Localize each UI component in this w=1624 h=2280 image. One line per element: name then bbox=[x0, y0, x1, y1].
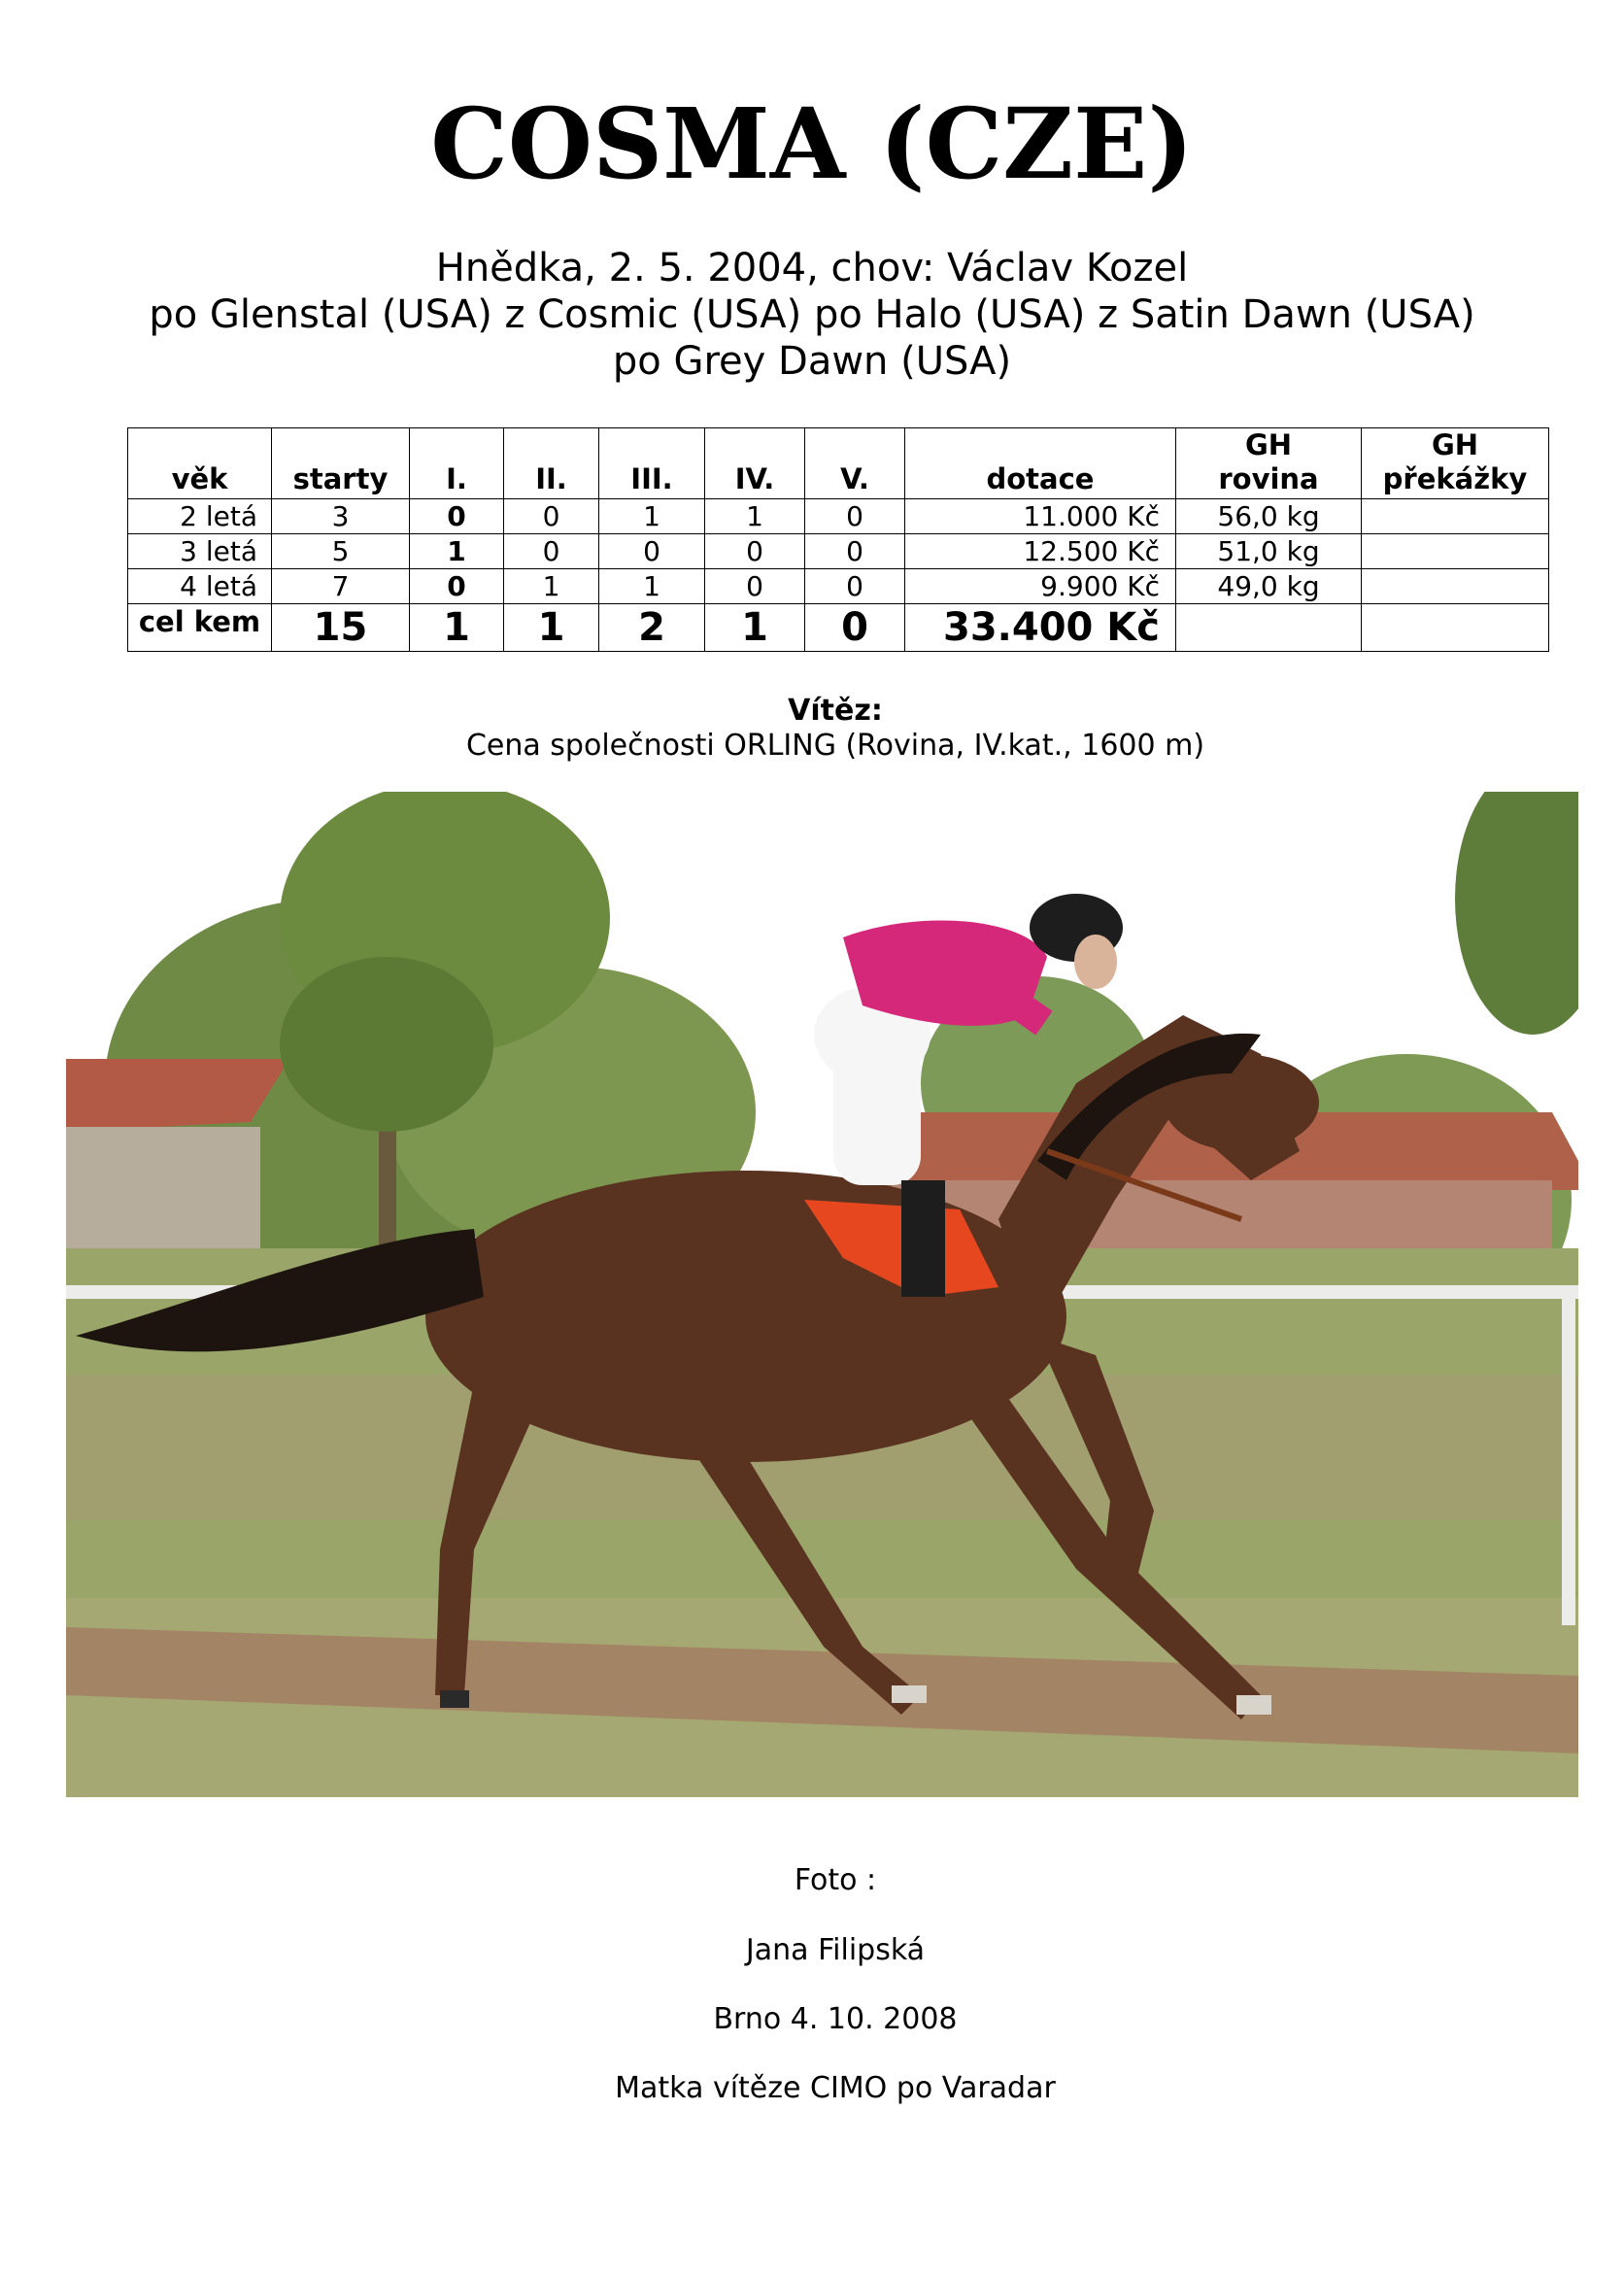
table-row bbox=[128, 569, 1549, 604]
header-age: věk bbox=[128, 428, 272, 499]
photo-place-date: Brno 4. 10. 2008 bbox=[713, 2002, 958, 2036]
cell-third: 0 bbox=[599, 534, 705, 569]
table-row bbox=[128, 534, 1549, 569]
header-fifth: V. bbox=[805, 428, 905, 499]
cell-fourth: 0 bbox=[705, 569, 805, 604]
table-row bbox=[128, 499, 1549, 534]
winner-race: Cena společnosti ORLING (Rovina, IV.kat., 1600 m) bbox=[465, 729, 1205, 763]
pedigree-line-1: po Glenstal (USA) z Cosmic (USA) po Halo (USA) z Satin Dawn (USA) bbox=[149, 292, 1475, 337]
table-total-row bbox=[128, 604, 1549, 652]
dam-note: Matka vítěze CIMO po Varadar bbox=[615, 2071, 1056, 2105]
cell-money: 11.000 Kč bbox=[905, 499, 1176, 534]
cell-second: 0 bbox=[504, 534, 599, 569]
header-fourth: IV. bbox=[705, 428, 805, 499]
cell-gh-flat: 51,0 kg bbox=[1176, 534, 1362, 569]
table-header-row bbox=[128, 428, 1549, 499]
total-fourth: 1 bbox=[705, 604, 805, 652]
pedigree-line-2: po Grey Dawn (USA) bbox=[612, 339, 1012, 384]
cell-money: 12.500 Kč bbox=[905, 534, 1176, 569]
header-money: dotace bbox=[905, 428, 1176, 499]
total-first: 1 bbox=[410, 604, 504, 652]
photo-label: Foto : bbox=[794, 1863, 877, 1897]
cell-first: 1 bbox=[410, 534, 504, 569]
header-first: I. bbox=[410, 428, 504, 499]
cell-age: 2 letá bbox=[128, 499, 272, 534]
header-gh-flat-line-1: GH bbox=[1244, 428, 1293, 461]
total-label: cel kem bbox=[128, 604, 272, 652]
cell-fifth: 0 bbox=[805, 499, 905, 534]
header-gh-jump bbox=[1362, 428, 1549, 499]
header-gh-jump-line-2: překážky bbox=[1382, 462, 1528, 495]
cell-third: 1 bbox=[599, 499, 705, 534]
cell-age: 4 letá bbox=[128, 569, 272, 604]
cell-money: 9.900 Kč bbox=[905, 569, 1176, 604]
total-gh-jump bbox=[1362, 604, 1549, 652]
horse-info-line-1: Hnědka, 2. 5. 2004, chov: Václav Kozel bbox=[435, 246, 1189, 290]
cell-gh-jump bbox=[1362, 499, 1549, 534]
cell-fifth: 0 bbox=[805, 534, 905, 569]
cell-second: 0 bbox=[504, 499, 599, 534]
total-second: 1 bbox=[504, 604, 599, 652]
cell-first: 0 bbox=[410, 569, 504, 604]
header-gh-flat bbox=[1176, 428, 1362, 499]
total-fifth: 0 bbox=[805, 604, 905, 652]
winner-label: Vítěz: bbox=[788, 694, 883, 728]
cell-fourth: 0 bbox=[705, 534, 805, 569]
cell-gh-jump bbox=[1362, 534, 1549, 569]
header-gh-jump-line-1: GH bbox=[1431, 428, 1479, 461]
header-third: III. bbox=[599, 428, 705, 499]
cell-second: 1 bbox=[504, 569, 599, 604]
header-second: II. bbox=[504, 428, 599, 499]
page-title: COSMA (CZE) bbox=[430, 86, 1194, 201]
cell-fourth: 1 bbox=[705, 499, 805, 534]
total-money: 33.400 Kč bbox=[905, 604, 1176, 652]
horse-info bbox=[0, 245, 1624, 385]
race-photo bbox=[66, 792, 1578, 1797]
photographer-name: Jana Filipská bbox=[745, 1933, 926, 1967]
cell-age: 3 letá bbox=[128, 534, 272, 569]
cell-starts: 3 bbox=[272, 499, 410, 534]
cell-starts: 5 bbox=[272, 534, 410, 569]
header-gh-flat-line-2: rovina bbox=[1218, 462, 1319, 495]
cell-starts: 7 bbox=[272, 569, 410, 604]
cell-gh-flat: 56,0 kg bbox=[1176, 499, 1362, 534]
total-gh-flat bbox=[1176, 604, 1362, 652]
total-third: 2 bbox=[599, 604, 705, 652]
header-starts: starty bbox=[272, 428, 410, 499]
cell-third: 1 bbox=[599, 569, 705, 604]
cell-fifth: 0 bbox=[805, 569, 905, 604]
cell-gh-flat: 49,0 kg bbox=[1176, 569, 1362, 604]
race-results-table bbox=[127, 427, 1549, 652]
cell-gh-jump bbox=[1362, 569, 1549, 604]
total-starts: 15 bbox=[272, 604, 410, 652]
cell-first: 0 bbox=[410, 499, 504, 534]
